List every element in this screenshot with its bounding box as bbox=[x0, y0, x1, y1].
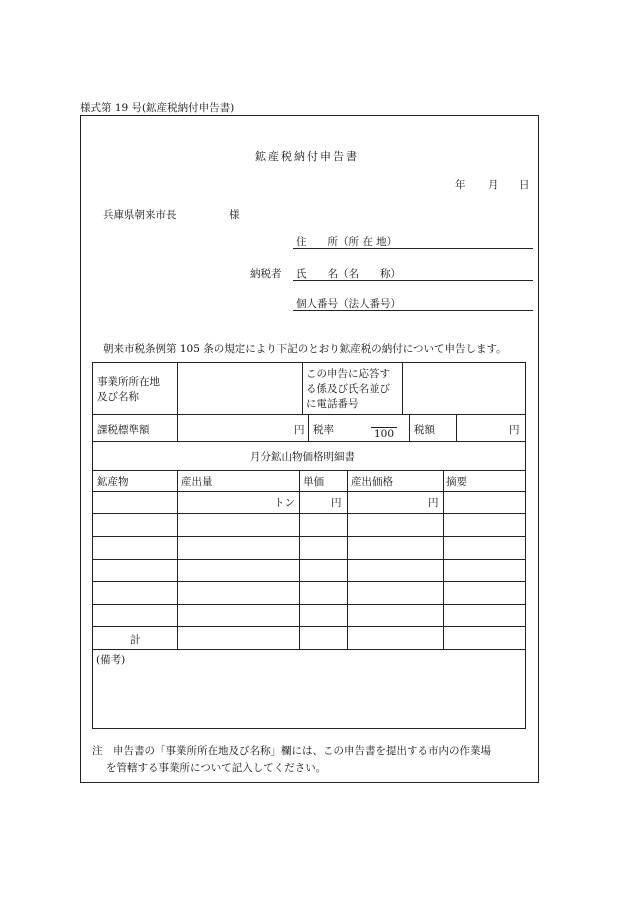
tax-base-field[interactable] bbox=[178, 416, 306, 440]
form-number: 様式第 19 号(鉱産税納付申告書) bbox=[80, 102, 235, 114]
contact-label: この申告に応答す bbox=[306, 368, 390, 380]
filer-number-line[interactable] bbox=[293, 310, 533, 311]
remarks-field[interactable] bbox=[95, 667, 523, 727]
col-unit-price: 単価 bbox=[303, 476, 324, 488]
addressee-name: 兵庫県朝来市長 bbox=[103, 209, 177, 221]
filer-address-label: 住 所（所 在 地） bbox=[296, 236, 398, 248]
col-remarks: 摘要 bbox=[446, 476, 467, 488]
unit-ton: トン bbox=[274, 497, 295, 509]
office-label: 事業所所在地 bbox=[97, 376, 160, 388]
addressee-honorific: 様 bbox=[229, 209, 240, 221]
total-label: 計 bbox=[130, 634, 141, 646]
declaration-text: 朝来市税条例第 105 条の規定により下記のとおり鉱産税の納付について申告します。 bbox=[103, 343, 507, 355]
tax-base-yen: 円 bbox=[294, 424, 305, 436]
col-output: 産出量 bbox=[181, 476, 213, 488]
detail-title: 月分鉱山物価格明細書 bbox=[250, 451, 355, 463]
unit-yen-price: 円 bbox=[331, 497, 342, 509]
col-mineral: 鉱産物 bbox=[97, 476, 129, 488]
unit-yen-value: 円 bbox=[428, 497, 439, 509]
filer-number-label: 個人番号（法人番号） bbox=[296, 298, 401, 310]
tax-rate-label: 税率 bbox=[313, 424, 334, 436]
remarks-label: (備考) bbox=[96, 654, 126, 666]
date-year: 年 bbox=[455, 179, 466, 191]
note-line-2: を管轄する事業所について記入してください。 bbox=[106, 762, 327, 774]
filer-label: 納税者 bbox=[250, 268, 282, 280]
note-line-1: 注 申告書の「事業所所在地及び名称」欄には、この申告書を提出する市内の作業場 bbox=[92, 745, 491, 757]
date-month: 月 bbox=[488, 179, 499, 191]
col-output-value: 産出価格 bbox=[351, 476, 393, 488]
tax-base-label: 課税標準額 bbox=[97, 424, 150, 436]
date-day: 日 bbox=[519, 179, 530, 191]
tax-amount-label: 税額 bbox=[414, 424, 435, 436]
form-title: 鉱産税納付申告書 bbox=[255, 150, 359, 163]
office-field[interactable] bbox=[178, 365, 301, 413]
contact-field[interactable] bbox=[403, 365, 523, 413]
contact-label-3: に電話番号 bbox=[306, 398, 359, 410]
detail-table bbox=[92, 362, 526, 729]
contact-label-2: る係及び氏名並び bbox=[306, 383, 390, 395]
office-label-2: 及び名称 bbox=[97, 391, 139, 403]
filer-address-line[interactable] bbox=[293, 248, 533, 249]
tax-rate-denominator: 100 bbox=[374, 428, 395, 440]
tax-amount-yen: 円 bbox=[509, 424, 520, 436]
filer-name-label: 氏 名（名 称） bbox=[296, 268, 401, 280]
filer-name-line[interactable] bbox=[293, 280, 533, 281]
